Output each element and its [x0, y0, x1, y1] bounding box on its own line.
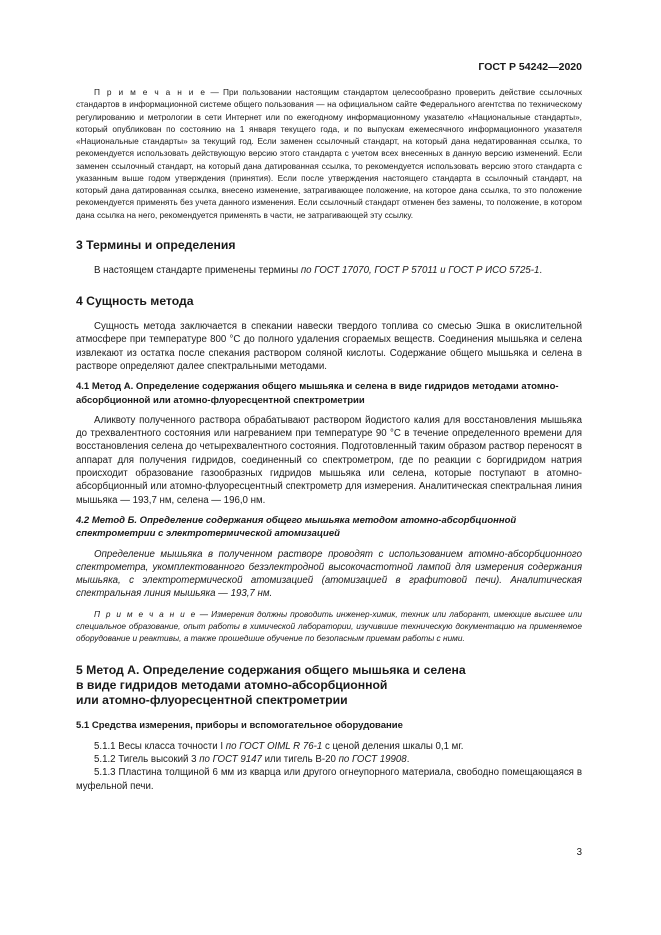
page-content: [76, 86, 582, 793]
standard-code-header: ГОСТ Р 54242—2020: [478, 61, 582, 73]
page-number: 3: [576, 847, 582, 858]
section-3-text: В настоящем стандарте применены термины по ГОСТ 17070, ГОСТ Р 57011 и ГОСТ Р ИСО 5725-1.: [94, 264, 543, 276]
note-label: П р и м е ч а н и е: [94, 608, 197, 619]
subsection-4-1-text: Аликвоту полученного раствора обрабатывают раствором йодистого калия для восстановления мышьяка до трехвалентного состояния или нагреванием при температуре 90 °С в течение определенного времени для восстановления селена до четырехвалентного состояния. Подготовленный таким образом раствор переносят в аппарат для получения гидридов, соединенный со спектрометром, где по реакции с боргидридом натрия происходит образование газообразных гидридов мышьяка или селена, которые поступают в атомно-абсорбционный или атомно-флуоресцентный спектрометр для измерения. Аналитическая спектральная линия мышьяка — 193,7 нм, селена — 196,0 нм.: [76, 414, 582, 506]
item-5-1-2: 5.1.2 Тигель высокий 3 по ГОСТ 9147 или тигель В-20 по ГОСТ 19908.: [94, 754, 410, 766]
section-3-references: по ГОСТ 17070, ГОСТ Р 57011 и ГОСТ Р ИСО 5725-1: [300, 264, 540, 276]
note-text: — Измерения должны проводить инженер-химик, техник или лаборант, имеющие высшее или специальное образование, опыт работы в химической лаборатории, изучившие техническую документацию на применяемое оборудование и реактивы, а также прошедшие обучение по безопасным приемам работы с ними.: [76, 608, 582, 644]
section-4-text: Сущность метода заключается в спекании навески твердого топлива со смесью Эшка в окислительной атмосфере при температуре 800 °С до полного удаления сгораемых веществ. Соединения мышьяка и селена извлекают из остатка после спекания раствором соляной кислоты. Содержание общего мышьяка и селена в растворе определяют далее спектральными методами.: [76, 321, 582, 372]
subsection-4-2-note: [76, 608, 582, 645]
item-5-1-3: 5.1.3 Пластина толщиной 6 мм из кварца или другого огнеупорного материала, свободно помещающаяся в муфельной печи.: [76, 767, 582, 792]
subsection-4-2-title: 4.2 Метод Б. Определение содержания общего мышьяка методом атомно-абсорбционной спектрометрии с электротермической атомизацией: [76, 514, 517, 540]
item-5-1-1: 5.1.1 Весы класса точности I по ГОСТ OIML R 76-1 с ценой деления шкалы 0,1 мг.: [94, 740, 464, 752]
subsection-5-1-title: 5.1 Средства измерения, приборы и вспомогательное оборудование: [76, 720, 403, 732]
subsection-4-2-text: Определение мышьяка в полученном растворе проводят с использованием атомно-абсорбционного спектрометра, укомплектованного безэлектродной высокочастотной лампой для измерения содержания мышьяка, с электротермической атомизацией (атомизацией в графитовой печи). Аналитическая спектральная линия мышьяка — 193,7 нм.: [76, 548, 582, 600]
reference-note: [76, 86, 582, 221]
section-4-title: 4 Сущность метода: [76, 294, 194, 309]
section-3-title: 3 Термины и определения: [76, 237, 236, 252]
note-label: П р и м е ч а н и е: [94, 87, 207, 97]
section-5-title: 5 Метод А. Определение содержания общего мышьяка и селена в виде гидридов методами атомно-абсорбционной или атомно-флуоресцентной спектрометрии: [76, 663, 466, 708]
note-text: — При пользовании настоящим стандартом целесообразно проверить действие ссылочных стандартов в информационной системе общего пользования — на официальном сайте Федерального агентства по техническому регулированию и метрологии в сети Интернет или по ежегодному информационному указателю «Национальные стандарты», который опубликован по состоянию на 1 января текущего года, и по выпускам ежемесячного информационного указателя «Национальные стандарты» за текущий год. Если заменен ссылочный стандарт, на который дана недатированная ссылка, то рекомендуется использовать действующую версию этого стандарта с учетом всех внесенных в данную версию изменений. Если заменен ссылочный стандарт, на который дана датированная ссылка, то рекомендуется использовать версию этого стандарта с указанным выше годом утверждения (принятия). Если после утверждения настоящего стандарта в ссылочный стандарт, на который дана датированная ссылка, внесено изменение, затрагивающее положение, на которое дана ссылка, то это положение рекомендуется применять без учета данного изменения. Если ссылочный стандарт отменен без замены, то положение, в котором дана ссылка на него, рекомендуется применять в части, не затрагивающей эту ссылку.: [76, 87, 582, 220]
subsection-4-1-title: 4.1 Метод А. Определение содержания общего мышьяка и селена в виде гидридов методами атомно-абсорбционной или атомно-флуоресцентной спектрометрии: [76, 381, 559, 406]
